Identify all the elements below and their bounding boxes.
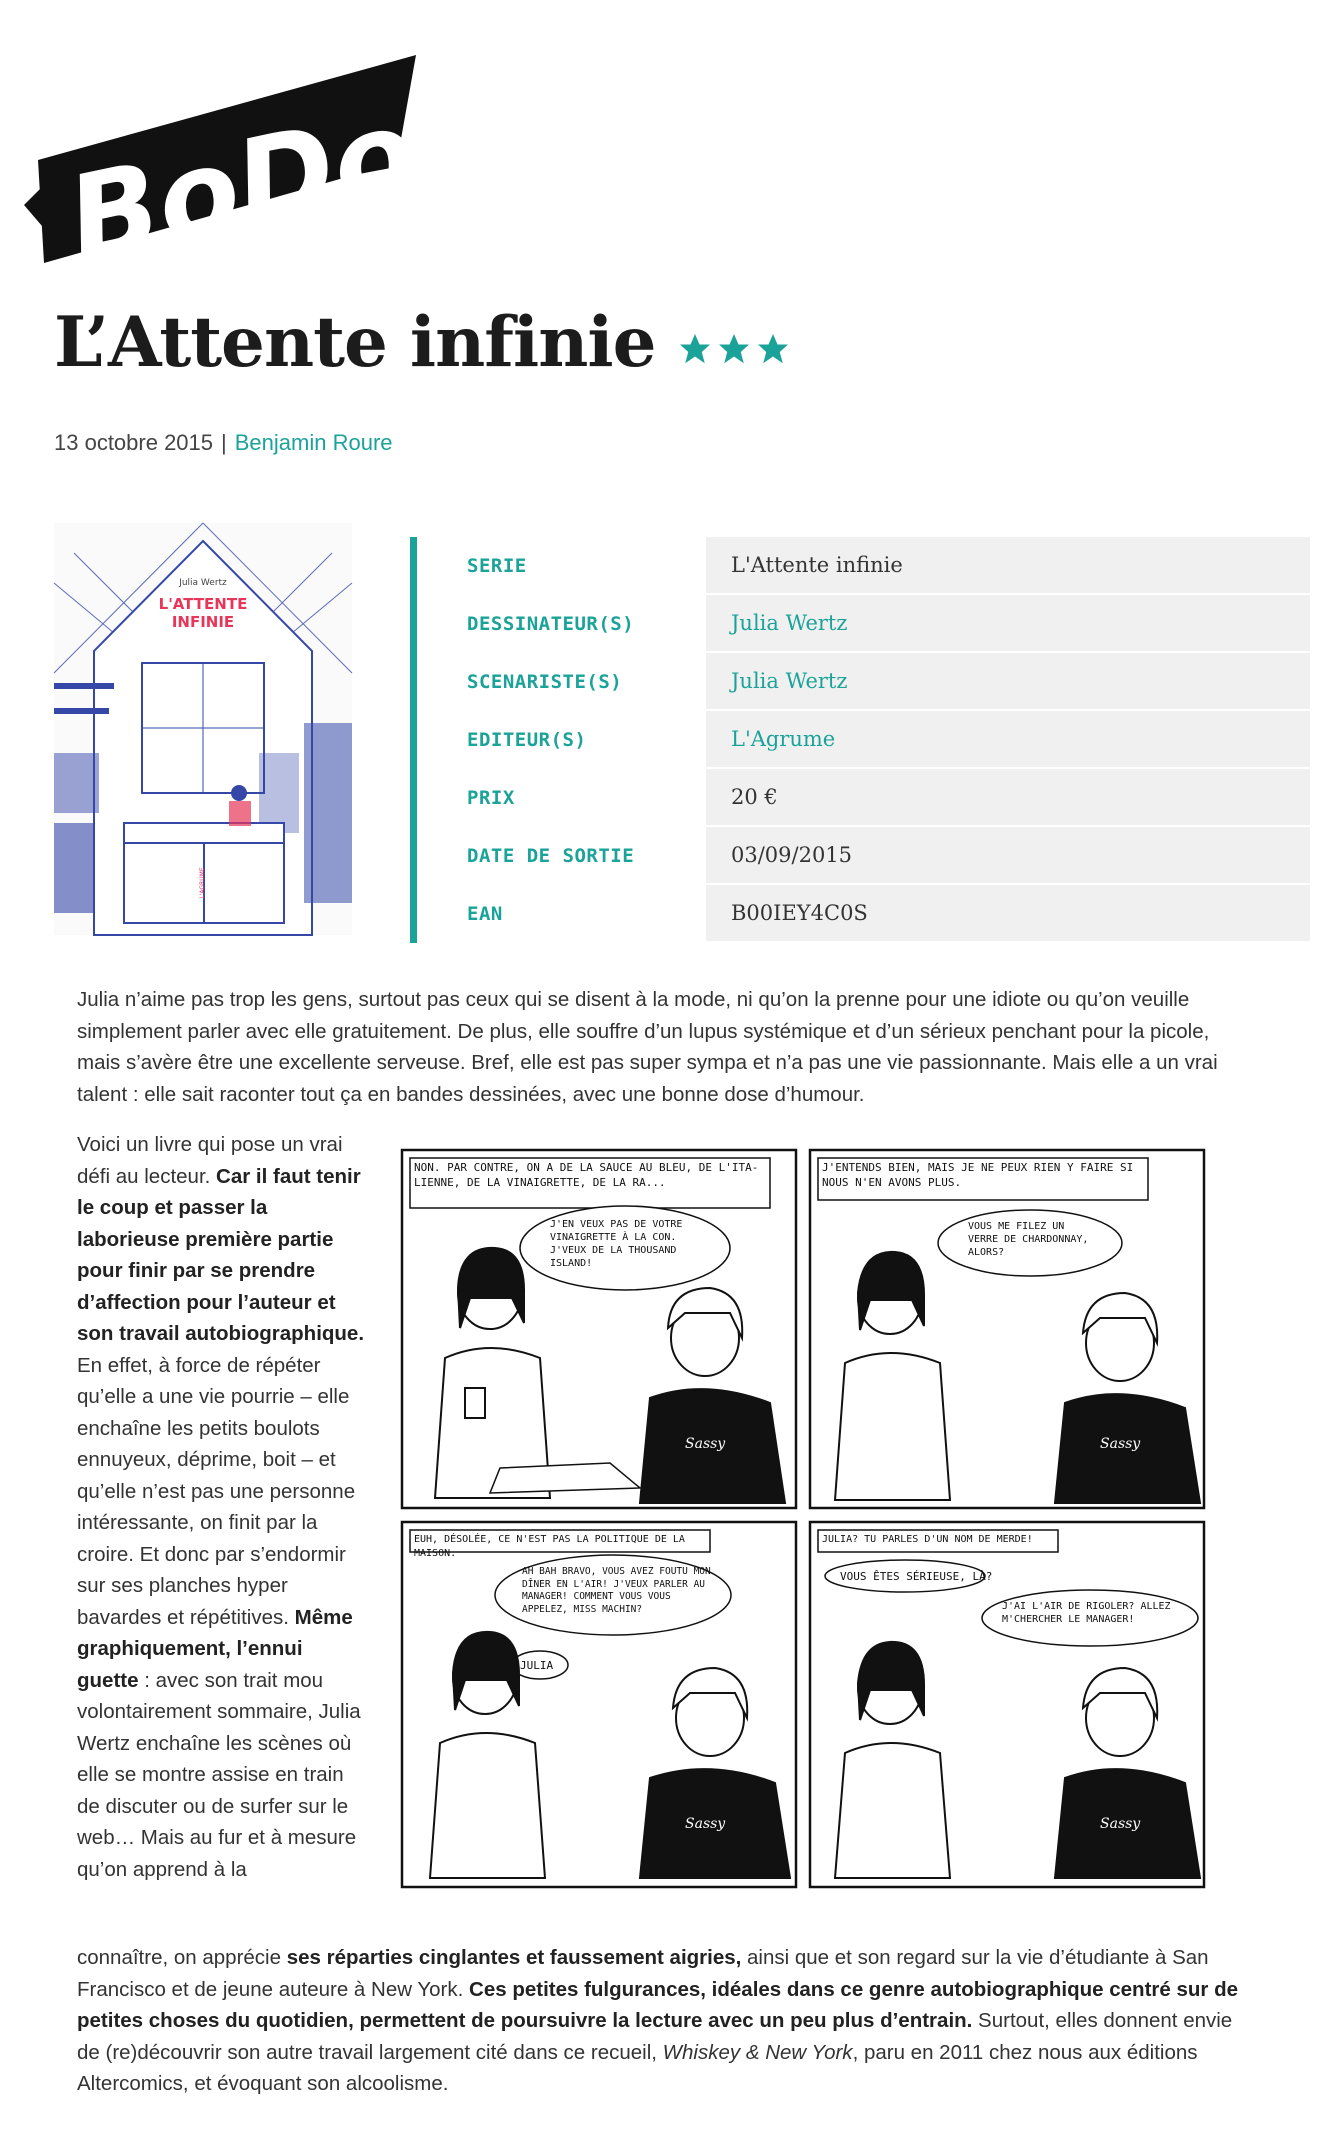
info-value: 03/09/2015 — [706, 827, 1310, 885]
bodoi-logo[interactable] — [24, 55, 467, 290]
text-span: connaître, on apprécie — [77, 1946, 287, 1969]
info-label: EDITEUR(S) — [410, 711, 706, 769]
info-row-date — [410, 827, 1310, 885]
panel3-bubble: AH BAH BRAVO, VOUS AVEZ FOUTU MON DÎNER EN L'AIR! J'VEUX PARLER AU MANAGER! COMMENT VOUS VOUS APPELEZ, MISS MACHIN? — [522, 1566, 711, 1615]
cover-title-1: L'ATTENTE — [158, 595, 248, 613]
info-row-serie — [410, 537, 1310, 595]
star-icon — [755, 331, 791, 367]
info-label: PRIX — [410, 769, 706, 827]
text-span: ainsi que et son regard sur la vie d’étudiante à San Francisco et de jeune auteure à New York. — [77, 1946, 1209, 2001]
book-info-table — [410, 537, 1310, 943]
bold-span: ses réparties cinglantes et faussement aigries, — [286, 1946, 742, 1969]
intro-paragraph: Julia n’aime pas trop les gens, surtout pas ceux qui se disent à la mode, ni qu’on la prenne pour une idiote ou qu’on veuille simplement parler avec elle gratuitement. De plus, elle souffre d’un lupus systémique et d’un sérieux penchant pour la picole, mais s’avère être une excellente serveuse. Bref, elle est pas super sympa et n’a pas une vie passionnante. Mais elle a un vrai talent : elle sait raconter tout ça en bandes dessinées, avec une bonne dose d’humour. — [77, 988, 1218, 1106]
info-row-prix — [410, 769, 1310, 827]
text-span: En effet, à force de répéter qu’elle a une vie pourrie – elle enchaîne les petits boulots ennuyeux, déprime, boit – et qu’elle n’est pas une personne intéressante, on finit par la croire. Et donc par s’endormir sur ses planches hyper bavardes et répétitives. — [77, 1353, 356, 1629]
panel1-bubble: J'EN VEUX PAS DE VOTRE VINAIGRETTE À LA CON. J'VEUX DE LA THOUSAND ISLAND! — [550, 1219, 683, 1269]
info-row-dessinateur — [410, 595, 1310, 653]
info-value-link[interactable]: L'Agrume — [706, 711, 1310, 769]
text-span: Voici un livre qui pose un vrai défi au lecteur. — [77, 1133, 343, 1188]
star-icon — [677, 331, 713, 367]
shirt-text: Sassy — [1100, 1436, 1141, 1452]
cover-title-2: INFINIE — [171, 613, 235, 631]
publish-date: 13 octobre 2015 — [54, 430, 214, 455]
shirt-text: Sassy — [685, 1816, 726, 1832]
text-span: Surtout, elles donnent envie de (re)découvrir son autre travail largement cité dans ce recueil, — [77, 2009, 1233, 2064]
info-value: B00IEY4C0S — [706, 885, 1310, 943]
info-label: DESSINATEUR(S) — [410, 595, 706, 653]
bold-span: Même graphiquement, l’ennui guette — [77, 1605, 353, 1692]
panel3-caption: EUH, DÉSOLÉE, CE N'EST PAS LA POLITIQUE DE LA MAISON. — [414, 1534, 685, 1559]
text-span: , paru en 2011 chez nous aux éditions Altercomics, et évoquant son alcoolisme. — [77, 2040, 1198, 2095]
author-link[interactable]: Benjamin Roure — [234, 430, 393, 455]
rating-stars — [677, 331, 791, 367]
info-label: EAN — [410, 885, 706, 943]
info-value-link[interactable]: Julia Wertz — [706, 595, 1310, 653]
shirt-text: Sassy — [685, 1436, 726, 1452]
info-value-link[interactable]: Julia Wertz — [706, 653, 1310, 711]
article-title: L’Attente infinie — [54, 302, 656, 383]
info-row-ean — [410, 885, 1310, 943]
panel3-small-bubble: JULIA — [520, 1659, 554, 1672]
shirt-text: Sassy — [1100, 1816, 1141, 1832]
text-span: : avec son trait mou volontairement sommaire, Julia Wertz enchaîne les scènes où elle se montre assise en train de discuter ou de surfer sur le web… Mais au fur et à mesure qu’on apprend à la — [77, 1668, 361, 1881]
cover-publisher: L'AGRUME — [199, 867, 206, 899]
panel4-bubble2: J'AI L'AIR DE RIGOLER? ALLEZ M'CHERCHER LE MANAGER! — [1002, 1601, 1171, 1625]
panel2-bubble: VOUS ME FILEZ UN VERRE DE CHARDONNAY, ALORS? — [968, 1221, 1089, 1258]
panel2-caption: J'ENTENDS BIEN, MAIS JE NE PEUX RIEN Y FAIRE SI NOUS N'EN AVONS PLUS. — [822, 1161, 1134, 1189]
article-meta — [54, 430, 393, 456]
info-label: DATE DE SORTIE — [410, 827, 706, 885]
cover-author: Julia Wertz — [179, 578, 227, 588]
meta-separator: | — [221, 430, 227, 455]
info-label: SCENARISTE(S) — [410, 653, 706, 711]
info-value: L'Attente infinie — [706, 537, 1310, 595]
comic-strip — [400, 1148, 1206, 1889]
bold-span: Car il faut tenir le coup et passer la laborieuse première partie pour finir par se prendre d’affection pour l’auteur et son travail autobiographique. — [77, 1164, 365, 1345]
panel4-bubble1: VOUS ÊTES SÉRIEUSE, LÀ? — [840, 1570, 993, 1583]
title-row — [54, 302, 791, 383]
book-cover — [54, 523, 352, 935]
body-paragraph — [77, 1129, 367, 1885]
body-paragraph-tail — [77, 1942, 1257, 2100]
italic-span: Whiskey & New York — [662, 2040, 853, 2064]
logo-text: BoDoï — [56, 73, 467, 290]
star-icon — [716, 331, 752, 367]
info-label: SERIE — [410, 537, 706, 595]
panel1-caption: NON. PAR CONTRE, ON A DE LA SAUCE AU BLEU, DE L'ITA- LIENNE, DE LA VINAIGRETTE, DE LA RA... — [414, 1161, 759, 1189]
panel4-caption: JULIA? TU PARLES D'UN NOM DE MERDE! — [822, 1534, 1033, 1545]
info-value: 20 € — [706, 769, 1310, 827]
info-row-scenariste — [410, 653, 1310, 711]
bold-span: Ces petites fulgurances, idéales dans ce genre autobiographique centré sur de petites choses du quotidien, permettent de poursuivre la lecture avec un peu plus d’entrain. — [77, 1977, 1238, 2032]
info-row-editeur — [410, 711, 1310, 769]
